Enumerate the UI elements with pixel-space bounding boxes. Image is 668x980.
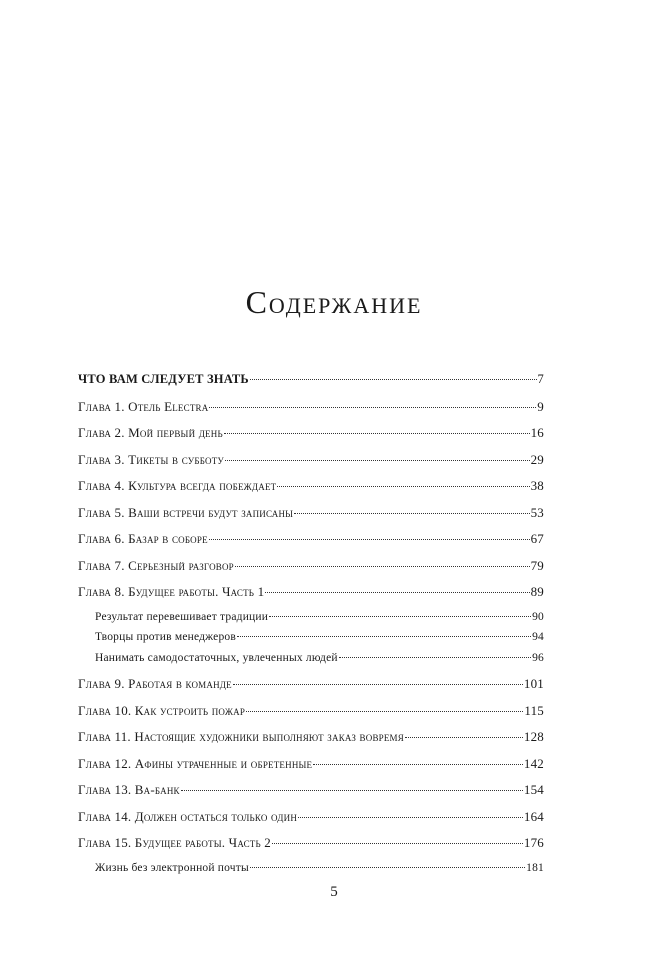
toc-entry-page: 67 xyxy=(530,531,544,546)
dot-leader xyxy=(225,460,530,461)
dot-leader xyxy=(265,592,529,593)
toc-entry-label: Глава 13. Ва-банк xyxy=(78,782,180,797)
toc-entry xyxy=(78,729,544,756)
toc-entry-page: 101 xyxy=(523,676,544,691)
dot-leader xyxy=(313,764,523,765)
toc-entry-label: Глава 1. Отель Electra xyxy=(78,398,209,414)
toc-entry-label: Глава 15. Будущее работы. Часть 2 xyxy=(78,835,272,850)
toc-subentry xyxy=(78,862,544,883)
toc-entry-label: Результат перевешивает традиции xyxy=(95,610,269,623)
toc-entry-label: Творцы против менеджеров xyxy=(95,631,237,643)
toc-entry-page: 154 xyxy=(523,782,544,797)
toc-entry-label: ЧТО ВАМ СЛЕДУЕТ ЗНАТЬ xyxy=(78,372,249,386)
toc-entry-label: Глава 3. Тикеты в субботу xyxy=(78,451,224,467)
dot-leader xyxy=(277,486,529,487)
dot-leader xyxy=(224,433,530,434)
toc-entry-page: 89 xyxy=(530,584,544,599)
toc-entry-label: Глава 8. Будущее работы. Часть 1 xyxy=(78,584,265,599)
toc-entry-label: Глава 11. Настоящие художники выполняют заказ вовремя xyxy=(78,729,404,744)
toc-entry-page: 90 xyxy=(532,610,544,623)
toc-entry-label: Глава 10. Как устроить пожар xyxy=(78,702,246,718)
toc-subentry xyxy=(78,611,544,632)
toc-entry-label: Глава 14. Должен остаться только один xyxy=(78,808,298,824)
toc-entry xyxy=(78,399,544,426)
dot-leader xyxy=(339,657,531,658)
dot-leader xyxy=(209,539,530,540)
toc-entry-label: Глава 2. Мой первый день xyxy=(78,425,223,440)
toc-entry xyxy=(78,425,544,452)
toc-entry xyxy=(78,478,544,505)
dot-leader xyxy=(235,566,530,567)
toc-entry-page: 94 xyxy=(532,631,544,643)
dot-leader xyxy=(250,867,525,868)
toc-entry-label: Глава 6. Базар в соборе xyxy=(78,531,208,546)
dot-leader xyxy=(209,407,536,408)
toc-entry-page: 115 xyxy=(524,702,544,718)
toc-entry xyxy=(78,676,544,703)
toc-entry-page: 164 xyxy=(523,808,544,824)
toc-entry xyxy=(78,835,544,862)
toc-entry-label: Глава 9. Работая в команде xyxy=(78,676,232,691)
toc-entry-label: Жизнь без электронной почты xyxy=(95,861,249,874)
table-of-contents xyxy=(78,372,544,882)
toc-entry-page: 181 xyxy=(526,861,544,874)
dot-leader xyxy=(237,636,531,637)
toc-entry xyxy=(78,703,544,730)
page-number: 5 xyxy=(330,884,338,900)
toc-entry-page: 29 xyxy=(530,451,544,467)
toc-entry xyxy=(78,452,544,479)
toc-entry-label: Глава 7. Серьезный разговор xyxy=(78,557,234,573)
toc-entry-page: 128 xyxy=(523,729,544,744)
toc-entry xyxy=(78,809,544,836)
toc-entry-page: 142 xyxy=(523,755,544,771)
dot-leader xyxy=(233,684,523,685)
toc-entry xyxy=(78,531,544,558)
toc-entry-page: 79 xyxy=(530,557,544,573)
toc-entry xyxy=(78,756,544,783)
toc-entry xyxy=(78,584,544,611)
dot-leader xyxy=(246,711,523,712)
toc-entry xyxy=(78,782,544,809)
toc-entry-label: Глава 4. Культура всегда побеждает xyxy=(78,478,277,493)
dot-leader xyxy=(250,379,537,380)
page-title: Содержание xyxy=(245,284,423,320)
toc-entry-label: Глава 12. Афины утраченные и обретенные xyxy=(78,755,313,771)
toc-entry-page: 176 xyxy=(523,835,544,850)
toc-entry xyxy=(78,558,544,585)
toc-entry-page: 96 xyxy=(532,651,544,664)
dot-leader xyxy=(298,817,523,818)
dot-leader xyxy=(272,843,523,844)
toc-entry xyxy=(78,505,544,532)
toc-entry-page: 7 xyxy=(537,372,544,386)
toc-entry-label: Глава 5. Ваши встречи будут записаны xyxy=(78,504,294,520)
toc-subentry xyxy=(78,631,544,652)
toc-entry-label: Нанимать самодостаточных, увлеченных людей xyxy=(95,651,338,664)
dot-leader xyxy=(181,790,523,791)
toc-subentry xyxy=(78,652,544,673)
toc-entry-page: 16 xyxy=(530,425,544,440)
dot-leader xyxy=(405,737,523,738)
toc-entry-page: 38 xyxy=(530,478,544,493)
dot-leader xyxy=(294,513,529,514)
dot-leader xyxy=(269,616,531,617)
toc-entry-page: 53 xyxy=(530,504,544,520)
toc-entry-page: 9 xyxy=(537,398,544,414)
toc-entry xyxy=(78,372,544,399)
